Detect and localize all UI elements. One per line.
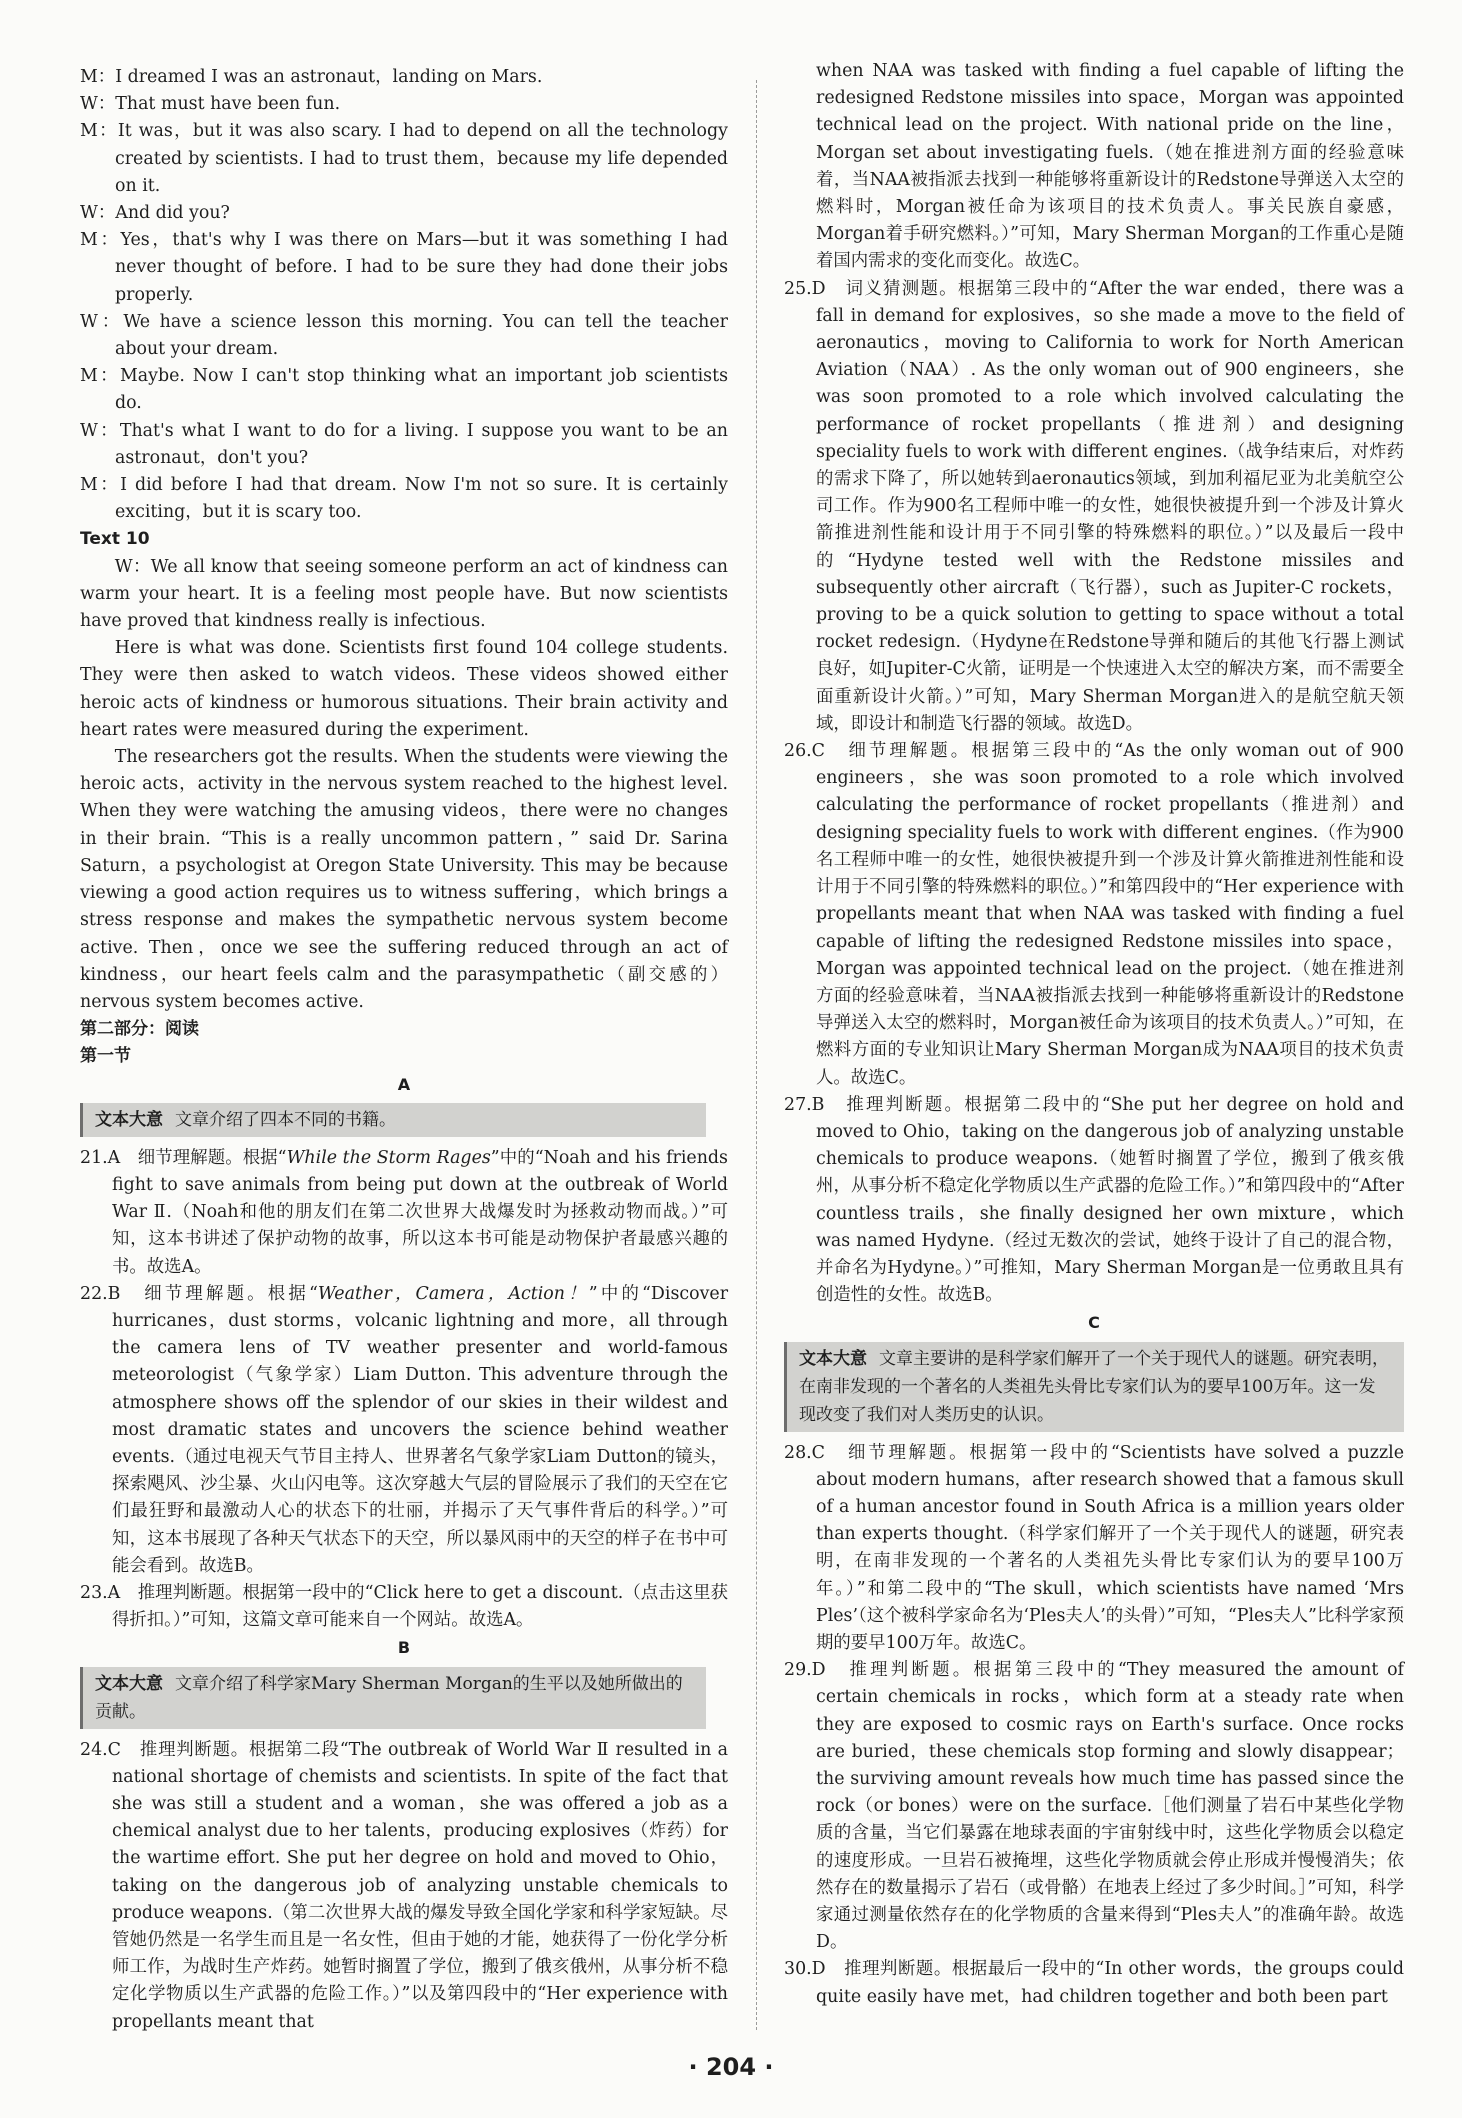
- dialogue-line: M：I did before I had that dream. Now I'm not so sure. It is certainly exciting，but it is scary too.: [80, 475, 729, 523]
- dialogue-line: W：That must have been fun.: [80, 94, 341, 115]
- dialogue-line: M：Yes，that's why I was there on Mars—but it was something I had never thought of before. I had to be sure they had done their jobs properly.: [80, 230, 728, 305]
- text10-title: Text 10: [80, 529, 150, 550]
- answer-30: 30.D 推理判断题。根据最后一段中的“In other words，the groups could quite easily have met，had children together and both been part: [784, 1959, 1404, 2007]
- dialogue-line: W：We have a science lesson this morning. You can tell the teacher about your dream.: [80, 311, 728, 360]
- text10-paragraph: W：We all know that seeing someone perform an act of kindness can warm your heart. It is a feeling most people have. But now scientists have proved that kindness really is infectious.: [80, 556, 728, 632]
- answer-26: 26.C 细节理解题。根据第三段中的“As the only woman out of 900 engineers，she was soon promoted to a role which involved calculating the performance of rocket propellants（推进剂）and designing speciality fuels to work with different engines.（作为900名工程师中唯一的女性，她很快被提升到一个涉及计算火箭推进剂性能和设计用于不同引擎的特殊燃料的职位。）”和第四段中的“Her experience with propellants meant that when NAA was tasked with finding a fuel capable of lifting the redesigned Redstone missiles into space，Morgan was appointed technical lead on the project.（她在推进剂方面的经验意味着，当NAA被指派去找到一种能够将重新设计的Redstone导弹送入太空的燃料时，Morgan被任命为该项目的技术负责人。）”可知，在燃料方面的专业知识让Mary Sherman Morgan成为NAA项目的技术负责人。故选C。: [784, 741, 1404, 1088]
- summary-box-c: 文本大意 文章主要讲的是科学家们解开了一个关于现代人的谜题。研究表明，在南非发现的一个著名的人类祖先头骨比专家们认为的要早100万年。这一发现改变了我们对人类历史的认识。: [784, 1342, 1404, 1432]
- dialogue: [80, 64, 728, 526]
- dialogue-line: M：It was，but it was also scary. I had to depend on all the technology created by scientists. I had to trust them，because my life depended on it.: [80, 121, 728, 196]
- dialogue-line: M：Maybe. Now I can't stop thinking what an important job scientists do.: [80, 366, 728, 414]
- passage-letter-c: C: [1088, 1313, 1100, 1333]
- part-title: 第二部分：阅读: [80, 1019, 199, 1040]
- passage-letter-b: B: [397, 1638, 411, 1658]
- section-title: 第一节: [80, 1046, 131, 1067]
- dialogue-line: M：I dreamed I was an astronaut，landing on Mars.: [80, 67, 543, 87]
- summary-box-a: 文本大意 文章介绍了四本不同的书籍。: [80, 1103, 706, 1137]
- passage-letter-a: A: [397, 1074, 411, 1094]
- right-column: [784, 58, 1404, 2011]
- dialogue-line: W：That's what I want to do for a living. I suppose you want to be an astronaut，don't you?: [80, 420, 728, 468]
- answer-22: 22.B 细节理解题。根据“Weather，Camera，Action！”中的“Discover hurricanes，dust storms，volcanic lightning and more，all through the camera lens of TV weather presenter and world-famous meteorologist（气象学家）Liam Dutton. This adventure through the atmosphere shows off the splendor of our skies in their wildest and most dramatic states and uncovers the science behind weather events.（通过电视天气节目主持人、世界著名气象学家Liam Dutton的镜头，探索飓风、沙尘暴、火山闪电等。这次穿越大气层的冒险展示了我们的天空在它们最狂野和最激动人心的状态下的壮丽，并揭示了天气事件背后的科学。）”可知，这本书展现了各种天气状态下的天空，所以暴风雨中的天空的样子在书中可能会看到。故选B。: [80, 1283, 729, 1576]
- text10-paragraph: The researchers got the results. When the students were viewing the heroic acts，activity in the nervous system reached to the highest level. When they were watching the amusing videos，there were no changes in their brain. “This is a really uncommon pattern，” said Dr. Sarina Saturn，a psychologist at Oregon State University. This may be because viewing a good action requires us to witness suffering，which brings a stress response and makes the sympathetic nervous system become active. Then，once we see the suffering reduced through an act of kindness，our heart feels calm and the parasympathetic（副交感的） nervous system becomes active.: [80, 747, 728, 1012]
- answer-21: 21.A 细节理解题。根据“While the Storm Rages”中的“Noah and his friends fight to save animals from being put down at the outbreak of World War Ⅱ.（Noah和他的朋友们在第二次世界大战爆发时为拯救动物而战。）”可知，这本书讲述了保护动物的故事，所以这本书可能是动物保护者最感兴趣的书。故选A。: [80, 1147, 728, 1277]
- answer-25: 25.D 词义猜测题。根据第三段中的“After the war ended，there was a fall in demand for explosives，so she made a move to the field of aeronautics，moving to California to work for North American Aviation（NAA）. As the only woman out of 900 engineers，she was soon promoted to a role which involved calculating the performance of rocket propellants（推进剂）and designing speciality fuels to work with different engines.（战争结束后，对炸药的需求下降了，所以她转到aeronautics领域，到加利福尼亚为北美航空公司工作。作为900名工程师中唯一的女性，她很快被提升到一个涉及计算火箭推进剂性能和设计用于不同引擎的特殊燃料的职位。）”以及最后一段中的“Hydyne tested well with the Redstone missiles and subsequently other aircraft（飞行器），such as Jupiter-C rockets，proving to be a quick solution to getting to space without a total rocket redesign.（Hydyne在Redstone导弹和随后的其他飞行器上测试良好，如Jupiter-C火箭，证明是一个快速进入太空的解决方案，而不需要全面重新设计火箭。）”可知，Mary Sherman Morgan进入的是航空航天领域，即设计和制造飞行器的领域。故选D。: [784, 278, 1404, 734]
- answer-29: 29.D 推理判断题。根据第三段中的“They measured the amount of certain chemicals in rocks，which form at a steady rate when they are exposed to cosmic rays on Earth's surface. Once rocks are buried，these chemicals stop forming and slowly disappear；the surviving amount reveals how much time has passed since the rock（or bones）were on the surface.［他们测量了岩石中某些化学物质的含量，当它们暴露在地球表面的宇宙射线中时，这些化学物质会以稳定的速度形成。一旦岩石被掩埋，这些化学物质就会停止形成并慢慢消失；依然存在的数量揭示了岩石（或骨骼）在地表上经过了多少时间。］”可知，科学家通过测量依然存在的化学物质的含量来得到“Ples夫人”的准确年龄。故选D。: [784, 1660, 1404, 1953]
- summary-box-b: 文本大意 文章介绍了科学家Mary Sherman Morgan的生平以及她所做出的贡献。: [80, 1667, 706, 1729]
- answer-24: 24.C 推理判断题。根据第二段“The outbreak of World War Ⅱ resulted in a national shortage of chemists and scientists. In spite of the fact that she was still a student and a woman，she was offered a job as a chemical analyst due to her talents，producing explosives（炸药）for the wartime effort. She put her degree on hold and moved to Ohio，taking on the dangerous job of analyzing unstable chemicals to produce weapons.（第二次世界大战的爆发导致全国化学家和科学家短缺。尽管她仍然是一名学生而且是一名女性，但由于她的才能，她获得了一份化学分析师工作，为战时生产炸药。她暂时搁置了学位，搬到了俄亥俄州，从事分析不稳定化学物质以生产武器的危险工作。）”以及第四段中的“Her experience with propellants meant that: [80, 1739, 728, 2032]
- page-number: · 204 ·: [688, 2053, 774, 2081]
- answer-28: 28.C 细节理解题。根据第一段中的“Scientists have solved a puzzle about modern humans，after research showed that a famous skull of a human ancestor found in South Africa is a million years older than experts thought.（科学家们解开了一个关于现代人的谜题，研究表明，在南非发现的一个著名的人类祖先头骨比专家们认为的要早100万年。）”和第二段中的“The skull，which scientists have named ‘Mrs Ples’（这个被科学家命名为‘Ples夫人’的头骨）”可知，“Ples夫人”比科学家预期的要早100万年。故选C。: [784, 1442, 1404, 1653]
- left-column: [80, 64, 728, 2036]
- answer-24-continued: when NAA was tasked with finding a fuel capable of lifting the redesigned Redstone missiles into space，Morgan was appointed technical lead on the project. With national pride on the line，Morgan set about investigating fuels.（她在推进剂方面的经验意味着，当NAA被指派去找到一种能够将重新设计的Redstone导弹送入太空的燃料时，Morgan被任命为该项目的技术负责人。事关民族自豪感，Morgan着手研究燃料。）”可知，Mary Sherman Morgan的工作重心是随着国内需求的变化而变化。故选C。: [816, 61, 1404, 272]
- column-divider: [756, 80, 757, 2030]
- answer-23: 23.A 推理判断题。根据第一段中的“Click here to get a discount.（点击这里获得折扣。）”可知，这篇文章可能来自一个网站。故选A。: [80, 1582, 728, 1631]
- text10-paragraph: Here is what was done. Scientists first found 104 college students. They were then asked to watch videos. These videos showed either heroic acts of kindness or humorous situations. Their brain activity and heart rates were measured during the experiment.: [80, 638, 728, 740]
- answer-27: 27.B 推理判断题。根据第二段中的“She put her degree on hold and moved to Ohio，taking on the dangerous job of analyzing unstable chemicals to produce weapons.（她暂时搁置了学位，搬到了俄亥俄州，从事分析不稳定化学物质以生产武器的危险工作。）”和第四段中的“After countless trails，she finally designed her own mixture，which was named Hydyne.（经过无数次的尝试，她终于设计了自己的混合物，并命名为Hydyne。）”可推知，Mary Sherman Morgan是一位勇敢且具有创造性的女性。故选B。: [784, 1094, 1404, 1306]
- dialogue-line: W：And did you?: [80, 203, 230, 224]
